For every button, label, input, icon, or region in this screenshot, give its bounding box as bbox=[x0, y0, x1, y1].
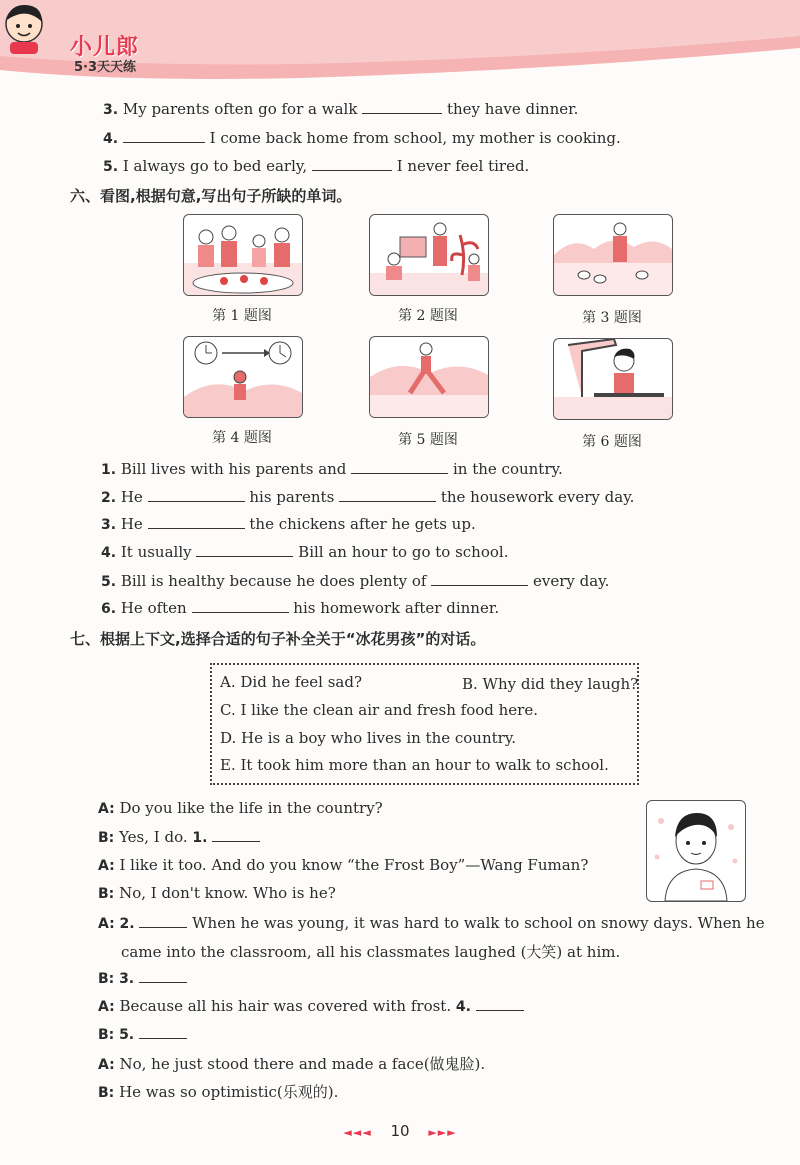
options-box bbox=[210, 663, 639, 785]
answer-blank[interactable] bbox=[139, 968, 187, 983]
answer-blank[interactable] bbox=[192, 598, 289, 613]
next-arrows-icon: ►►► bbox=[428, 1126, 457, 1139]
mascot-icon bbox=[0, 0, 48, 56]
answer-blank[interactable] bbox=[148, 514, 245, 529]
caption-5: 第 5 题图 bbox=[398, 432, 458, 448]
page-number: 10 bbox=[390, 1122, 410, 1140]
caption-2: 第 2 题图 bbox=[398, 308, 458, 324]
brand-subtitle: 5·3天天练 bbox=[74, 60, 137, 75]
section6-q5: 5. Bill is healthy because he does plenty of every day. bbox=[101, 572, 610, 590]
dialogue-line-8: B: 5. bbox=[98, 1024, 187, 1043]
answer-blank[interactable] bbox=[139, 913, 187, 928]
dialogue-line-9: A: No, he just stood there and made a face(做鬼脸). bbox=[98, 1055, 486, 1073]
caption-1: 第 1 题图 bbox=[212, 308, 272, 324]
prev-arrows-icon: ◄◄◄ bbox=[343, 1126, 372, 1139]
dialogue-line-2: B: Yes, I do. 1. bbox=[98, 827, 260, 846]
answer-blank[interactable] bbox=[123, 128, 205, 143]
answer-blank[interactable] bbox=[139, 1024, 187, 1039]
answer-blank[interactable] bbox=[476, 996, 524, 1011]
wang-fuman-illustration bbox=[646, 800, 746, 902]
dialogue-line-5: A: 2. When he was young, it was hard to walk to school on snowy days. When he bbox=[98, 914, 765, 932]
caption-6: 第 6 题图 bbox=[582, 434, 642, 450]
section6-q4: 4. It usually Bill an hour to go to school. bbox=[101, 543, 509, 561]
section6-q2: 2. He his parents the housework every day. bbox=[101, 488, 635, 506]
option-b: B. Why did they laugh? bbox=[462, 675, 639, 693]
picture-1 bbox=[183, 214, 303, 296]
caption-4: 第 4 题图 bbox=[212, 430, 272, 446]
answer-blank[interactable] bbox=[431, 571, 528, 586]
brand-logo: 小儿郎 bbox=[70, 35, 140, 60]
dialogue-line-4: B: No, I don't know. Who is he? bbox=[98, 884, 336, 902]
option-c: C. I like the clean air and fresh food here. bbox=[220, 701, 538, 719]
dialogue-line-6: B: 3. bbox=[98, 968, 187, 987]
section6-q6: 6. He often his homework after dinner. bbox=[101, 599, 500, 617]
picture-2 bbox=[369, 214, 489, 296]
dialogue-line-5-cont: came into the classroom, all his classmates laughed (大笑) at him. bbox=[121, 943, 621, 961]
dialogue-line-10: B: He was so optimistic(乐观的). bbox=[98, 1083, 339, 1101]
answer-blank[interactable] bbox=[196, 542, 293, 557]
answer-blank[interactable] bbox=[362, 99, 442, 114]
answer-blank[interactable] bbox=[351, 459, 448, 474]
page-header bbox=[0, 0, 800, 80]
picture-3 bbox=[553, 214, 673, 296]
dialogue-line-3: A: I like it too. And do you know “the Frost Boy”—Wang Fuman? bbox=[98, 856, 589, 874]
section6-q3: 3. He the chickens after he gets up. bbox=[101, 515, 476, 533]
option-e: E. It took him more than an hour to walk to school. bbox=[220, 756, 609, 774]
answer-blank[interactable] bbox=[312, 156, 392, 171]
answer-blank[interactable] bbox=[212, 827, 260, 842]
page-footer bbox=[0, 1122, 800, 1140]
option-d: D. He is a boy who lives in the country. bbox=[220, 729, 517, 747]
dialogue-line-1: A: Do you like the life in the country? bbox=[98, 799, 383, 817]
dialogue-line-7: A: Because all his hair was covered with frost. 4. bbox=[98, 996, 524, 1015]
picture-5 bbox=[369, 336, 489, 418]
answer-blank[interactable] bbox=[339, 487, 436, 502]
section6-q1: 1. Bill lives with his parents and in the country. bbox=[101, 460, 563, 478]
caption-3: 第 3 题图 bbox=[582, 310, 642, 326]
option-a: A. Did he feel sad? bbox=[220, 673, 363, 691]
answer-blank[interactable] bbox=[148, 487, 245, 502]
part5-q3: 3. My parents often go for a walk they have dinner. bbox=[103, 100, 579, 118]
part5-q5: 5. I always go to bed early, I never feel tired. bbox=[103, 157, 530, 175]
part5-q4: 4. I come back home from school, my mother is cooking. bbox=[103, 129, 621, 147]
section7-heading: 七、根据上下文,选择合适的句子补全关于“冰花男孩”的对话。 bbox=[70, 630, 486, 648]
picture-6 bbox=[553, 338, 673, 420]
section6-heading: 六、看图,根据句意,写出句子所缺的单词。 bbox=[70, 187, 352, 205]
picture-4 bbox=[183, 336, 303, 418]
